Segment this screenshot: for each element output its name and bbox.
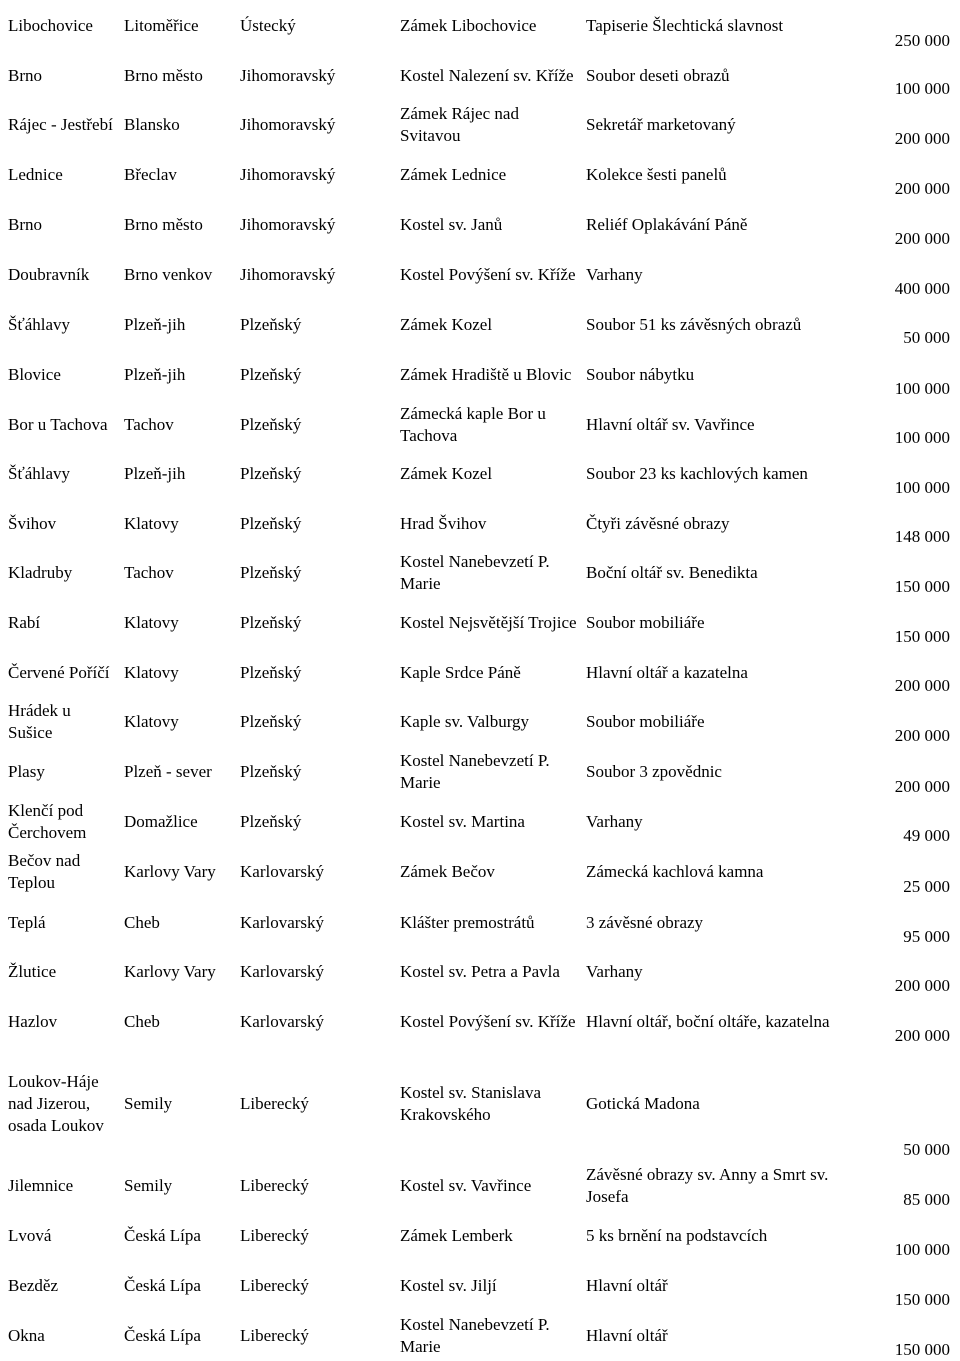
table-row <box>0 100 960 150</box>
obec-cell: Jilemnice <box>8 1175 74 1195</box>
objekt-cell: Zámek Libochovice <box>400 16 537 36</box>
okres-cell: Semily <box>124 1093 173 1113</box>
predmet-cell: Soubor 51 ks závěsných obrazů <box>586 314 802 334</box>
table-row <box>0 548 960 598</box>
table-row <box>0 948 960 997</box>
castka-cell: 200 000 <box>894 676 950 696</box>
table-row <box>0 1261 960 1311</box>
table-row <box>0 150 960 200</box>
okres-cell: Karlovy Vary <box>124 962 216 982</box>
objekt-cell: Kostel Nanebevzetí P. Marie <box>400 552 550 594</box>
okres-cell: Litoměřice <box>124 16 199 36</box>
objekt-cell: Kostel Nalezení sv. Kříže <box>400 66 574 86</box>
castka-cell: 100 000 <box>894 428 950 448</box>
obec-cell: Hrádek u Sušice <box>8 701 71 743</box>
kraj-cell: Karlovarský <box>240 862 325 882</box>
castka-cell: 150 000 <box>894 627 950 647</box>
kraj-cell: Karlovarský <box>240 912 325 932</box>
table-row <box>0 200 960 250</box>
table-row <box>0 250 960 300</box>
predmet-cell: Varhany <box>586 962 643 982</box>
table-row <box>0 1161 960 1211</box>
obec-cell: Bor u Tachova <box>8 414 108 434</box>
table-row <box>0 349 960 400</box>
predmet-cell: Čtyři závěsné obrazy <box>586 513 730 533</box>
okres-cell: Domažlice <box>124 812 198 832</box>
okres-cell: Česká Lípa <box>124 1275 201 1295</box>
objekt-cell: Zámek Rájec nad Svitavou <box>400 104 519 146</box>
castka-cell: 50 000 <box>903 1139 950 1159</box>
table-row <box>0 697 960 747</box>
obec-cell: Žlutice <box>8 962 57 982</box>
kraj-cell: Jihomoravský <box>240 215 336 235</box>
predmet-cell: Boční oltář sv. Benedikta <box>586 563 758 583</box>
table-row <box>0 400 960 449</box>
table-row <box>0 898 960 948</box>
castka-cell: 148 000 <box>894 527 950 547</box>
castka-cell: 150 000 <box>894 1340 950 1359</box>
objekt-cell: Kostel sv. Martina <box>400 812 525 832</box>
okres-cell: Blansko <box>124 115 180 135</box>
obec-cell: Plasy <box>8 762 45 782</box>
obec-cell: Kladruby <box>8 563 73 583</box>
castka-cell: 150 000 <box>894 1289 950 1309</box>
obec-cell: Klenčí pod Čerchovem <box>8 801 87 843</box>
kraj-cell: Jihomoravský <box>240 165 336 185</box>
objekt-cell: Kostel sv. Stanislava Krakovského <box>400 1082 542 1124</box>
castka-cell: 200 000 <box>894 1025 950 1045</box>
castka-cell: 50 000 <box>903 328 950 348</box>
table-row <box>0 449 960 499</box>
obec-cell: Loukov-Háje nad Jizerou, osada Loukov <box>8 1071 104 1135</box>
okres-cell: Brno město <box>124 66 203 86</box>
castka-cell: 200 000 <box>894 975 950 995</box>
okres-cell: Česká Lípa <box>124 1325 201 1345</box>
kraj-cell: Liberecký <box>240 1225 309 1245</box>
objekt-cell: Zámek Lemberk <box>400 1225 513 1245</box>
predmet-cell: Varhany <box>586 265 643 285</box>
objekt-cell: Zámek Kozel <box>400 314 493 334</box>
castka-cell: 200 000 <box>894 229 950 249</box>
predmet-cell: Varhany <box>586 812 643 832</box>
castka-cell: 95 000 <box>903 926 950 946</box>
obec-cell: Blovice <box>8 364 61 384</box>
kraj-cell: Plzeňský <box>240 563 302 583</box>
kraj-cell: Liberecký <box>240 1325 309 1345</box>
castka-cell: 400 000 <box>894 279 950 299</box>
okres-cell: Cheb <box>124 912 160 932</box>
kraj-cell: Plzeňský <box>240 762 302 782</box>
objekt-cell: Kostel Nejsvětější Trojice <box>400 613 577 633</box>
predmet-cell: Hlavní oltář <box>586 1325 668 1345</box>
objekt-cell: Klášter premostrátů <box>400 912 535 932</box>
objekt-cell: Zámek Lednice <box>400 165 507 185</box>
obec-cell: Hazlov <box>8 1011 58 1031</box>
kraj-cell: Plzeňský <box>240 464 302 484</box>
obec-cell: Červené Poříčí <box>8 662 110 682</box>
table-row <box>0 598 960 648</box>
table-row <box>0 52 960 100</box>
castka-cell: 250 000 <box>894 31 950 51</box>
okres-cell: Tachov <box>124 563 174 583</box>
obec-cell: Šťáhlavy <box>8 314 71 334</box>
okres-cell: Plzeň-jih <box>124 364 186 384</box>
castka-cell: 100 000 <box>894 379 950 399</box>
obec-cell: Teplá <box>8 912 46 932</box>
table-row <box>0 499 960 548</box>
castka-cell: 200 000 <box>894 179 950 199</box>
obec-cell: Šťáhlavy <box>8 464 71 484</box>
okres-cell: Brno město <box>124 215 203 235</box>
kraj-cell: Plzeňský <box>240 314 302 334</box>
okres-cell: Karlovy Vary <box>124 862 216 882</box>
obec-cell: Doubravník <box>8 265 90 285</box>
castka-cell: 150 000 <box>894 577 950 597</box>
table-row <box>0 0 960 52</box>
okres-cell: Klatovy <box>124 613 179 633</box>
predmet-cell: Soubor mobiliáře <box>586 712 705 732</box>
kraj-cell: Jihomoravský <box>240 66 336 86</box>
obec-cell: Bečov nad Teplou <box>8 851 81 893</box>
obec-cell: Okna <box>8 1325 45 1345</box>
table-row <box>0 747 960 797</box>
kraj-cell: Jihomoravský <box>240 115 336 135</box>
okres-cell: Břeclav <box>124 165 177 185</box>
objekt-cell: Kostel Nanebevzetí P. Marie <box>400 1314 550 1356</box>
objekt-cell: Kostel Povýšení sv. Kříže <box>400 1011 576 1031</box>
castka-cell: 85 000 <box>903 1189 950 1209</box>
castka-cell: 100 000 <box>894 1239 950 1259</box>
kraj-cell: Plzeňský <box>240 364 302 384</box>
predmet-cell: 5 ks brnění na podstavcích <box>586 1225 768 1245</box>
okres-cell: Plzeň - sever <box>124 762 212 782</box>
table-row <box>0 997 960 1047</box>
kraj-cell: Plzeňský <box>240 712 302 732</box>
table-row <box>0 847 960 898</box>
predmet-cell: Soubor 3 zpovědnic <box>586 762 722 782</box>
obec-cell: Bezděz <box>8 1275 59 1295</box>
predmet-cell: Tapiserie Šlechtická slavnost <box>586 16 784 36</box>
objekt-cell: Zámek Bečov <box>400 862 495 882</box>
castka-cell: 100 000 <box>894 79 950 99</box>
table-row <box>0 648 960 697</box>
kraj-cell: Liberecký <box>240 1275 309 1295</box>
obec-cell: Rájec - Jestřebí <box>8 115 113 135</box>
okres-cell: Plzeň-jih <box>124 464 186 484</box>
table-row <box>0 1047 960 1161</box>
kraj-cell: Liberecký <box>240 1093 309 1113</box>
kraj-cell: Plzeňský <box>240 662 302 682</box>
castka-cell: 200 000 <box>894 129 950 149</box>
obec-cell: Brno <box>8 215 42 235</box>
predmet-cell: Sekretář marketovaný <box>586 115 736 135</box>
objekt-cell: Kostel sv. Vavřince <box>400 1175 532 1195</box>
objekt-cell: Kostel sv. Jiljí <box>400 1275 497 1295</box>
okres-cell: Semily <box>124 1175 173 1195</box>
okres-cell: Brno venkov <box>124 265 213 285</box>
objekt-cell: Hrad Švihov <box>400 513 487 533</box>
kraj-cell: Jihomoravský <box>240 265 336 285</box>
kraj-cell: Plzeňský <box>240 812 302 832</box>
predmet-cell: Hlavní oltář <box>586 1275 668 1295</box>
obec-cell: Libochovice <box>8 16 93 36</box>
objekt-cell: Kostel sv. Janů <box>400 215 503 235</box>
objekt-cell: Kostel Nanebevzetí P. Marie <box>400 751 550 793</box>
okres-cell: Klatovy <box>124 712 179 732</box>
predmet-cell: Závěsné obrazy sv. Anny a Smrt sv. Josefa <box>586 1164 829 1206</box>
objekt-cell: Zámek Hradiště u Blovic <box>400 364 572 384</box>
castka-cell: 49 000 <box>903 825 950 845</box>
okres-cell: Klatovy <box>124 662 179 682</box>
obec-cell: Lvová <box>8 1225 52 1245</box>
predmet-cell: Soubor 23 ks kachlových kamen <box>586 464 808 484</box>
table-row <box>0 1211 960 1261</box>
predmet-cell: Kolekce šesti panelů <box>586 165 727 185</box>
okres-cell: Klatovy <box>124 513 179 533</box>
objekt-cell: Kostel Povýšení sv. Kříže <box>400 265 576 285</box>
kraj-cell: Karlovarský <box>240 1011 325 1031</box>
okres-cell: Plzeň-jih <box>124 314 186 334</box>
predmet-cell: Hlavní oltář, boční oltáře, kazatelna <box>586 1011 830 1031</box>
predmet-cell: Reliéf Oplakávání Páně <box>586 215 748 235</box>
objekt-cell: Zámecká kaple Bor u Tachova <box>400 403 546 445</box>
table-row <box>0 798 960 847</box>
table-row <box>0 300 960 349</box>
predmet-cell: Gotická Madona <box>586 1093 700 1113</box>
objekt-cell: Zámek Kozel <box>400 464 493 484</box>
kraj-cell: Plzeňský <box>240 613 302 633</box>
castka-cell: 100 000 <box>894 478 950 498</box>
kraj-cell: Plzeňský <box>240 513 302 533</box>
predmet-cell: Soubor nábytku <box>586 364 695 384</box>
obec-cell: Brno <box>8 66 42 86</box>
predmet-cell: Soubor mobiliáře <box>586 613 705 633</box>
kraj-cell: Plzeňský <box>240 414 302 434</box>
obec-cell: Rabí <box>8 613 41 633</box>
obec-cell: Lednice <box>8 165 63 185</box>
okres-cell: Česká Lípa <box>124 1225 201 1245</box>
predmet-cell: Hlavní oltář a kazatelna <box>586 662 748 682</box>
predmet-cell: Zámecká kachlová kamna <box>586 862 764 882</box>
okres-cell: Tachov <box>124 414 174 434</box>
castka-cell: 200 000 <box>894 726 950 746</box>
kraj-cell: Liberecký <box>240 1175 309 1195</box>
predmet-cell: 3 závěsné obrazy <box>586 912 704 932</box>
castka-cell: 25 000 <box>903 876 950 896</box>
objekt-cell: Kaple sv. Valburgy <box>400 712 530 732</box>
objekt-cell: Kaple Srdce Páně <box>400 662 521 682</box>
predmet-cell: Soubor deseti obrazů <box>586 66 730 86</box>
predmet-cell: Hlavní oltář sv. Vavřince <box>586 414 755 434</box>
obec-cell: Švihov <box>8 513 57 533</box>
okres-cell: Cheb <box>124 1011 160 1031</box>
castka-cell: 200 000 <box>894 776 950 796</box>
kraj-cell: Karlovarský <box>240 962 325 982</box>
table-row <box>0 1311 960 1361</box>
objekt-cell: Kostel sv. Petra a Pavla <box>400 962 560 982</box>
kraj-cell: Ústecký <box>240 16 296 36</box>
